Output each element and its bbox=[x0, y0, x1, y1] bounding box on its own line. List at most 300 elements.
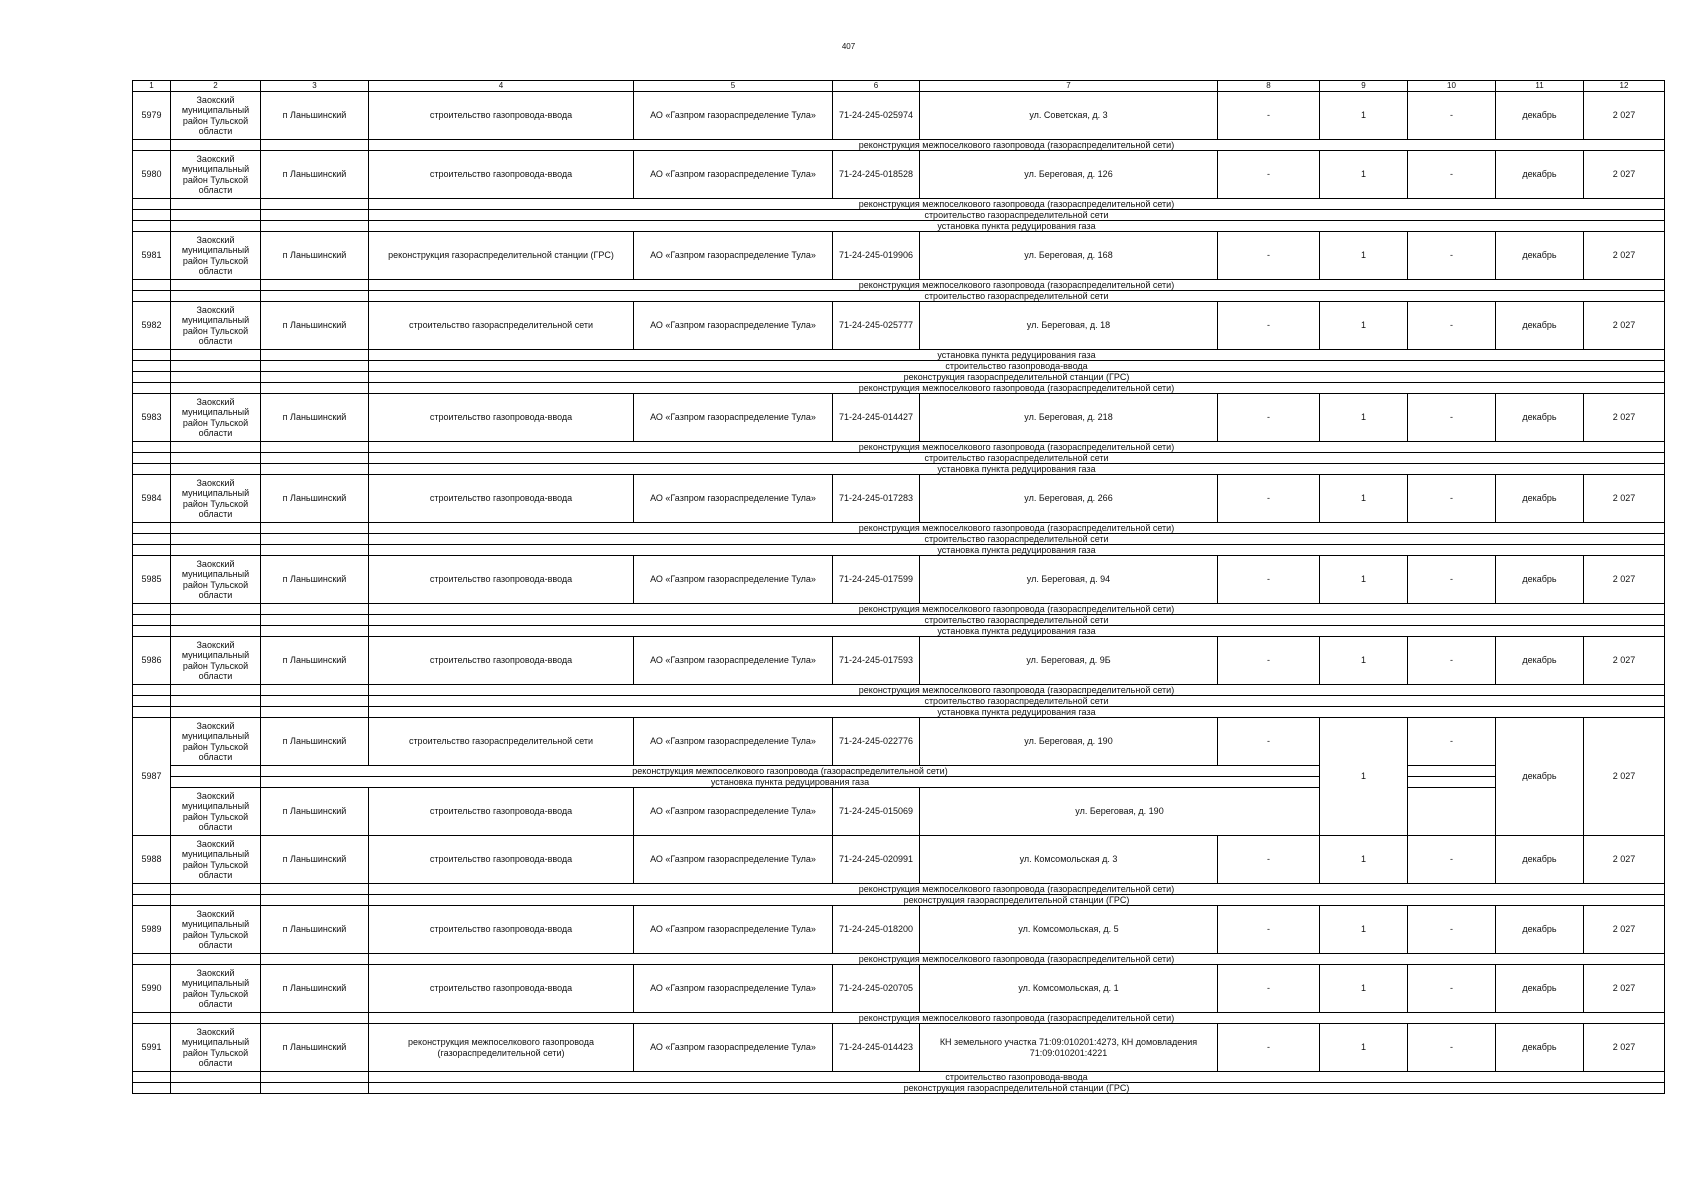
empty-cell bbox=[261, 1013, 369, 1024]
sub-work-cell: строительство газопровода-ввода bbox=[369, 1072, 1665, 1083]
sub-work-row bbox=[133, 1013, 1665, 1024]
year-cell: 2 027 bbox=[1584, 1024, 1665, 1072]
col10-cell: - bbox=[1408, 92, 1496, 140]
year-cell: 2 027 bbox=[1584, 906, 1665, 954]
sub-work-cell: реконструкция межпоселкового газопровода (газораспределительной сети) bbox=[369, 280, 1665, 291]
work-type-cell: реконструкция межпоселкового газопровода (газораспределительной сети) bbox=[369, 1024, 634, 1072]
col8-cell: - bbox=[1218, 1024, 1320, 1072]
col8-cell: - bbox=[1218, 92, 1320, 140]
sub-work-row bbox=[133, 534, 1665, 545]
object-code-cell: 71-24-245-017599 bbox=[833, 556, 920, 604]
empty-cell bbox=[1408, 777, 1496, 788]
empty-cell bbox=[171, 464, 261, 475]
sub-work-row bbox=[133, 954, 1665, 965]
sub-work-row bbox=[133, 685, 1665, 696]
object-code-cell: 71-24-245-020991 bbox=[833, 836, 920, 884]
sub-work-cell: реконструкция межпоселкового газопровода (газораспределительной сети) bbox=[369, 1013, 1665, 1024]
organization-cell: АО «Газпром газораспределение Тула» bbox=[634, 232, 833, 280]
col9-cell: 1 bbox=[1320, 232, 1408, 280]
object-code-cell: 71-24-245-020705 bbox=[833, 965, 920, 1013]
col10-cell: - bbox=[1408, 906, 1496, 954]
work-type-cell: строительство газопровода-ввода bbox=[369, 836, 634, 884]
locality-cell: п Ланьшинский bbox=[261, 232, 369, 280]
locality-cell: п Ланьшинский bbox=[261, 965, 369, 1013]
empty-cell bbox=[261, 350, 369, 361]
sub-work-row bbox=[133, 442, 1665, 453]
entry-number: 5990 bbox=[133, 965, 171, 1013]
empty-cell bbox=[171, 361, 261, 372]
sub-work-row bbox=[133, 884, 1665, 895]
address-cell: ул. Береговая, д. 94 bbox=[920, 556, 1218, 604]
organization-cell: АО «Газпром газораспределение Тула» bbox=[634, 394, 833, 442]
empty-cell bbox=[171, 1072, 261, 1083]
sub-work-cell: установка пункта редуцирования газа bbox=[369, 707, 1665, 718]
empty-cell bbox=[171, 1083, 261, 1094]
work-type-cell: строительство газопровода-ввода bbox=[369, 475, 634, 523]
empty-cell bbox=[171, 954, 261, 965]
sub-work-row bbox=[133, 361, 1665, 372]
empty-cell bbox=[133, 604, 171, 615]
organization-cell: АО «Газпром газораспределение Тула» bbox=[634, 637, 833, 685]
year-cell: 2 027 bbox=[1584, 836, 1665, 884]
table-row bbox=[133, 302, 1665, 350]
empty-cell bbox=[133, 140, 171, 151]
work-type-cell: строительство газораспределительной сети bbox=[369, 302, 634, 350]
object-code-cell: 71-24-245-017593 bbox=[833, 637, 920, 685]
sub-work-cell: реконструкция газораспределительной станции (ГРС) bbox=[369, 895, 1665, 906]
col8-cell: - bbox=[1218, 394, 1320, 442]
sub-work-row bbox=[133, 1072, 1665, 1083]
sub-work-row bbox=[133, 895, 1665, 906]
organization-cell: АО «Газпром газораспределение Тула» bbox=[634, 475, 833, 523]
empty-cell bbox=[171, 280, 261, 291]
locality-cell: п Ланьшинский bbox=[261, 475, 369, 523]
month-cell: декабрь bbox=[1496, 92, 1584, 140]
col9-cell: 1 bbox=[1320, 637, 1408, 685]
sub-work-row bbox=[133, 210, 1665, 221]
district-cell: Заокский муниципальный район Тульской области bbox=[171, 965, 261, 1013]
sub-work-row bbox=[133, 372, 1665, 383]
col10-cell: - bbox=[1408, 836, 1496, 884]
empty-cell bbox=[171, 696, 261, 707]
sub-work-cell: установка пункта редуцирования газа bbox=[261, 777, 1320, 788]
col10-cell: - bbox=[1408, 965, 1496, 1013]
empty-cell bbox=[261, 545, 369, 556]
empty-cell bbox=[133, 291, 171, 302]
object-code-cell: 71-24-245-015069 bbox=[833, 788, 920, 836]
organization-cell: АО «Газпром газораспределение Тула» bbox=[634, 718, 833, 766]
empty-cell bbox=[171, 372, 261, 383]
col8-cell: - bbox=[1218, 718, 1320, 766]
sub-work-cell: установка пункта редуцирования газа bbox=[369, 626, 1665, 637]
district-cell: Заокский муниципальный район Тульской области bbox=[171, 788, 261, 836]
empty-cell bbox=[261, 604, 369, 615]
header-row bbox=[133, 81, 1665, 92]
sub-work-row bbox=[133, 545, 1665, 556]
work-type-cell: реконструкция газораспределительной станции (ГРС) bbox=[369, 232, 634, 280]
locality-cell: п Ланьшинский bbox=[261, 92, 369, 140]
sub-work-cell: реконструкция межпоселкового газопровода (газораспределительной сети) bbox=[369, 383, 1665, 394]
district-cell: Заокский муниципальный район Тульской области bbox=[171, 232, 261, 280]
locality-cell: п Ланьшинский bbox=[261, 906, 369, 954]
address-cell: ул. Советская, д. 3 bbox=[920, 92, 1218, 140]
work-type-cell: строительство газопровода-ввода bbox=[369, 906, 634, 954]
empty-cell bbox=[171, 707, 261, 718]
col10-cell: - bbox=[1408, 718, 1496, 766]
sub-work-cell: реконструкция газораспределительной станции (ГРС) bbox=[369, 1083, 1665, 1094]
table-row bbox=[133, 965, 1665, 1013]
address-cell: ул. Комсомольская д. 3 bbox=[920, 836, 1218, 884]
empty-cell bbox=[171, 604, 261, 615]
work-type-cell: строительство газопровода-ввода bbox=[369, 92, 634, 140]
empty-cell bbox=[261, 615, 369, 626]
empty-cell bbox=[171, 291, 261, 302]
empty-cell bbox=[261, 372, 369, 383]
sub-work-cell: строительство газораспределительной сети bbox=[369, 696, 1665, 707]
month-cell: декабрь bbox=[1496, 302, 1584, 350]
sub-work-cell: установка пункта редуцирования газа bbox=[369, 350, 1665, 361]
col-header: 3 bbox=[261, 81, 369, 92]
empty-cell bbox=[261, 954, 369, 965]
col8-cell: - bbox=[1218, 151, 1320, 199]
empty-cell bbox=[133, 1013, 171, 1024]
empty-cell bbox=[133, 707, 171, 718]
empty-cell bbox=[133, 350, 171, 361]
table-row bbox=[133, 394, 1665, 442]
address-cell: ул. Береговая, д. 218 bbox=[920, 394, 1218, 442]
work-type-cell: строительство газопровода-ввода bbox=[369, 788, 634, 836]
empty-cell bbox=[261, 210, 369, 221]
empty-cell bbox=[171, 210, 261, 221]
empty-cell bbox=[171, 140, 261, 151]
district-cell: Заокский муниципальный район Тульской области bbox=[171, 556, 261, 604]
table-row bbox=[133, 556, 1665, 604]
address-cell: КН земельного участка 71:09:010201:4273, КН домовладения 71:09:010201:4221 bbox=[920, 1024, 1218, 1072]
sub-work-row bbox=[133, 766, 1665, 777]
empty-cell bbox=[261, 199, 369, 210]
col9-cell: 1 bbox=[1320, 836, 1408, 884]
address-cell: ул. Береговая, д. 9Б bbox=[920, 637, 1218, 685]
empty-cell bbox=[261, 383, 369, 394]
empty-cell bbox=[261, 1072, 369, 1083]
col8-cell: - bbox=[1218, 232, 1320, 280]
object-code-cell: 71-24-245-018200 bbox=[833, 906, 920, 954]
col10-cell: - bbox=[1408, 394, 1496, 442]
empty-cell bbox=[133, 884, 171, 895]
month-cell: декабрь bbox=[1496, 1024, 1584, 1072]
sub-work-cell: строительство газораспределительной сети bbox=[369, 615, 1665, 626]
address-cell: ул. Комсомольская, д. 1 bbox=[920, 965, 1218, 1013]
sub-work-cell: установка пункта редуцирования газа bbox=[369, 221, 1665, 232]
work-type-cell: строительство газопровода-ввода bbox=[369, 965, 634, 1013]
empty-cell bbox=[133, 626, 171, 637]
month-cell: декабрь bbox=[1496, 718, 1584, 836]
table-row bbox=[133, 788, 1665, 836]
year-cell: 2 027 bbox=[1584, 232, 1665, 280]
locality-cell: п Ланьшинский bbox=[261, 556, 369, 604]
year-cell: 2 027 bbox=[1584, 637, 1665, 685]
year-cell: 2 027 bbox=[1584, 151, 1665, 199]
entry-number: 5980 bbox=[133, 151, 171, 199]
object-code-cell: 71-24-245-014427 bbox=[833, 394, 920, 442]
organization-cell: АО «Газпром газораспределение Тула» bbox=[634, 836, 833, 884]
entry-number: 5991 bbox=[133, 1024, 171, 1072]
col-header: 10 bbox=[1408, 81, 1496, 92]
col9-cell: 1 bbox=[1320, 718, 1408, 836]
sub-work-cell: строительство газораспределительной сети bbox=[369, 453, 1665, 464]
organization-cell: АО «Газпром газораспределение Тула» bbox=[634, 302, 833, 350]
empty-cell bbox=[133, 1083, 171, 1094]
address-cell: ул. Береговая, д. 18 bbox=[920, 302, 1218, 350]
sub-work-row bbox=[133, 453, 1665, 464]
sub-work-row bbox=[133, 626, 1665, 637]
sub-work-cell: реконструкция межпоселкового газопровода (газораспределительной сети) bbox=[369, 884, 1665, 895]
address-cell: ул. Комсомольская, д. 5 bbox=[920, 906, 1218, 954]
object-code-cell: 71-24-245-018528 bbox=[833, 151, 920, 199]
empty-cell bbox=[261, 453, 369, 464]
empty-cell bbox=[261, 707, 369, 718]
empty-cell bbox=[261, 884, 369, 895]
sub-work-row bbox=[133, 140, 1665, 151]
empty-cell bbox=[261, 523, 369, 534]
object-code-cell: 71-24-245-025777 bbox=[833, 302, 920, 350]
object-code-cell: 71-24-245-017283 bbox=[833, 475, 920, 523]
sub-work-cell: установка пункта редуцирования газа bbox=[369, 464, 1665, 475]
object-code-cell: 71-24-245-022776 bbox=[833, 718, 920, 766]
empty-cell bbox=[171, 884, 261, 895]
empty-cell bbox=[133, 696, 171, 707]
sub-work-row bbox=[133, 777, 1665, 788]
col10-cell: - bbox=[1408, 302, 1496, 350]
table-row bbox=[133, 475, 1665, 523]
month-cell: декабрь bbox=[1496, 965, 1584, 1013]
sub-work-cell: строительство газопровода-ввода bbox=[369, 361, 1665, 372]
gas-works-table bbox=[132, 80, 1665, 1094]
empty-cell bbox=[171, 615, 261, 626]
sub-work-cell: реконструкция межпоселкового газопровода (газораспределительной сети) bbox=[369, 442, 1665, 453]
col-header: 11 bbox=[1496, 81, 1584, 92]
table-row bbox=[133, 92, 1665, 140]
entry-number: 5979 bbox=[133, 92, 171, 140]
locality-cell: п Ланьшинский bbox=[261, 836, 369, 884]
sub-work-row bbox=[133, 1083, 1665, 1094]
empty-cell bbox=[261, 140, 369, 151]
empty-cell bbox=[133, 1072, 171, 1083]
col-header: 4 bbox=[369, 81, 634, 92]
address-cell: ул. Береговая, д. 266 bbox=[920, 475, 1218, 523]
sub-work-row bbox=[133, 523, 1665, 534]
month-cell: декабрь bbox=[1496, 151, 1584, 199]
empty-cell bbox=[133, 210, 171, 221]
month-cell: декабрь bbox=[1496, 637, 1584, 685]
district-cell: Заокский муниципальный район Тульской области bbox=[171, 394, 261, 442]
empty-cell bbox=[133, 199, 171, 210]
col-header: 1 bbox=[133, 81, 171, 92]
sub-work-row bbox=[133, 291, 1665, 302]
empty-cell bbox=[171, 777, 261, 788]
sub-work-cell: строительство газораспределительной сети bbox=[369, 534, 1665, 545]
month-cell: декабрь bbox=[1496, 906, 1584, 954]
empty-cell bbox=[133, 442, 171, 453]
entry-number: 5985 bbox=[133, 556, 171, 604]
district-cell: Заокский муниципальный район Тульской области bbox=[171, 475, 261, 523]
locality-cell: п Ланьшинский bbox=[261, 151, 369, 199]
month-cell: декабрь bbox=[1496, 836, 1584, 884]
locality-cell: п Ланьшинский bbox=[261, 788, 369, 836]
col9-cell: 1 bbox=[1320, 394, 1408, 442]
district-cell: Заокский муниципальный район Тульской области bbox=[171, 718, 261, 766]
table-row bbox=[133, 637, 1665, 685]
col9-cell: 1 bbox=[1320, 302, 1408, 350]
empty-cell bbox=[171, 199, 261, 210]
table-row bbox=[133, 836, 1665, 884]
table-body bbox=[133, 81, 1665, 1094]
month-cell: декабрь bbox=[1496, 394, 1584, 442]
col10-cell: - bbox=[1408, 232, 1496, 280]
address-cell: ул. Береговая, д. 190 bbox=[920, 788, 1320, 836]
empty-cell bbox=[171, 685, 261, 696]
year-cell: 2 027 bbox=[1584, 965, 1665, 1013]
entry-number: 5981 bbox=[133, 232, 171, 280]
empty-cell bbox=[261, 534, 369, 545]
entry-number: 5984 bbox=[133, 475, 171, 523]
col-header: 8 bbox=[1218, 81, 1320, 92]
empty-cell bbox=[171, 545, 261, 556]
work-type-cell: строительство газораспределительной сети bbox=[369, 718, 634, 766]
col-header: 6 bbox=[833, 81, 920, 92]
sub-work-cell: строительство газораспределительной сети bbox=[369, 210, 1665, 221]
col8-cell: - bbox=[1218, 836, 1320, 884]
sub-work-row bbox=[133, 707, 1665, 718]
year-cell: 2 027 bbox=[1584, 475, 1665, 523]
empty-cell bbox=[261, 895, 369, 906]
empty-cell bbox=[261, 361, 369, 372]
col-header: 9 bbox=[1320, 81, 1408, 92]
empty-cell bbox=[133, 280, 171, 291]
empty-cell bbox=[261, 280, 369, 291]
empty-cell bbox=[261, 696, 369, 707]
entry-number: 5982 bbox=[133, 302, 171, 350]
empty-cell bbox=[261, 291, 369, 302]
col9-cell: 1 bbox=[1320, 906, 1408, 954]
col10-cell: - bbox=[1408, 475, 1496, 523]
col9-cell: 1 bbox=[1320, 556, 1408, 604]
sub-work-row bbox=[133, 221, 1665, 232]
col8-cell: - bbox=[1218, 556, 1320, 604]
organization-cell: АО «Газпром газораспределение Тула» bbox=[634, 1024, 833, 1072]
organization-cell: АО «Газпром газораспределение Тула» bbox=[634, 788, 833, 836]
sub-work-cell: реконструкция межпоселкового газопровода (газораспределительной сети) bbox=[369, 140, 1665, 151]
entry-number: 5986 bbox=[133, 637, 171, 685]
organization-cell: АО «Газпром газораспределение Тула» bbox=[634, 965, 833, 1013]
sub-work-row bbox=[133, 696, 1665, 707]
col10-cell: - bbox=[1408, 1024, 1496, 1072]
col9-cell: 1 bbox=[1320, 965, 1408, 1013]
sub-work-cell: строительство газораспределительной сети bbox=[369, 291, 1665, 302]
empty-cell bbox=[171, 1013, 261, 1024]
address-cell: ул. Береговая, д. 126 bbox=[920, 151, 1218, 199]
sub-work-cell: реконструкция межпоселкового газопровода (газораспределительной сети) bbox=[369, 199, 1665, 210]
object-code-cell: 71-24-245-025974 bbox=[833, 92, 920, 140]
empty-cell bbox=[133, 685, 171, 696]
col9-cell: 1 bbox=[1320, 475, 1408, 523]
entry-number: 5987 bbox=[133, 718, 171, 836]
organization-cell: АО «Газпром газораспределение Тула» bbox=[634, 906, 833, 954]
sub-work-cell: реконструкция межпоселкового газопровода (газораспределительной сети) bbox=[369, 604, 1665, 615]
empty-cell bbox=[133, 615, 171, 626]
col9-cell: 1 bbox=[1320, 92, 1408, 140]
empty-cell bbox=[1408, 766, 1496, 777]
col-header: 7 bbox=[920, 81, 1218, 92]
empty-cell bbox=[133, 895, 171, 906]
col8-cell: - bbox=[1218, 637, 1320, 685]
col9-cell: 1 bbox=[1320, 1024, 1408, 1072]
object-code-cell: 71-24-245-019906 bbox=[833, 232, 920, 280]
district-cell: Заокский муниципальный район Тульской области bbox=[171, 906, 261, 954]
entry-number: 5983 bbox=[133, 394, 171, 442]
table-row bbox=[133, 151, 1665, 199]
entry-number: 5989 bbox=[133, 906, 171, 954]
object-code-cell: 71-24-245-014423 bbox=[833, 1024, 920, 1072]
col10-cell: - bbox=[1408, 637, 1496, 685]
sub-work-row bbox=[133, 464, 1665, 475]
sub-work-cell: реконструкция межпоселкового газопровода (газораспределительной сети) bbox=[369, 685, 1665, 696]
col10-cell: - bbox=[1408, 151, 1496, 199]
sub-work-row bbox=[133, 280, 1665, 291]
empty-cell bbox=[1408, 788, 1496, 836]
organization-cell: АО «Газпром газораспределение Тула» bbox=[634, 92, 833, 140]
district-cell: Заокский муниципальный район Тульской области bbox=[171, 637, 261, 685]
empty-cell bbox=[133, 361, 171, 372]
work-type-cell: строительство газопровода-ввода bbox=[369, 637, 634, 685]
locality-cell: п Ланьшинский bbox=[261, 394, 369, 442]
empty-cell bbox=[133, 954, 171, 965]
address-cell: ул. Береговая, д. 168 bbox=[920, 232, 1218, 280]
table-row bbox=[133, 718, 1665, 766]
sub-work-row bbox=[133, 604, 1665, 615]
year-cell: 2 027 bbox=[1584, 92, 1665, 140]
district-cell: Заокский муниципальный район Тульской области bbox=[171, 151, 261, 199]
sub-work-cell: реконструкция межпоселкового газопровода (газораспределительной сети) bbox=[369, 954, 1665, 965]
month-cell: декабрь bbox=[1496, 232, 1584, 280]
work-type-cell: строительство газопровода-ввода bbox=[369, 556, 634, 604]
empty-cell bbox=[171, 383, 261, 394]
sub-work-cell: реконструкция межпоселкового газопровода (газораспределительной сети) bbox=[261, 766, 1320, 777]
empty-cell bbox=[171, 453, 261, 464]
page-number: 407 bbox=[841, 42, 856, 51]
empty-cell bbox=[133, 221, 171, 232]
district-cell: Заокский муниципальный район Тульской области bbox=[171, 92, 261, 140]
sub-work-cell: установка пункта редуцирования газа bbox=[369, 545, 1665, 556]
empty-cell bbox=[133, 534, 171, 545]
empty-cell bbox=[171, 895, 261, 906]
sub-work-cell: реконструкция межпоселкового газопровода (газораспределительной сети) bbox=[369, 523, 1665, 534]
col9-cell: 1 bbox=[1320, 151, 1408, 199]
year-cell: 2 027 bbox=[1584, 718, 1665, 836]
empty-cell bbox=[261, 464, 369, 475]
entry-number: 5988 bbox=[133, 836, 171, 884]
table-row bbox=[133, 1024, 1665, 1072]
empty-cell bbox=[261, 442, 369, 453]
empty-cell bbox=[171, 766, 261, 777]
col10-cell: - bbox=[1408, 556, 1496, 604]
empty-cell bbox=[171, 221, 261, 232]
work-type-cell: строительство газопровода-ввода bbox=[369, 151, 634, 199]
empty-cell bbox=[133, 372, 171, 383]
address-cell: ул. Береговая, д. 190 bbox=[920, 718, 1218, 766]
empty-cell bbox=[133, 383, 171, 394]
empty-cell bbox=[133, 453, 171, 464]
